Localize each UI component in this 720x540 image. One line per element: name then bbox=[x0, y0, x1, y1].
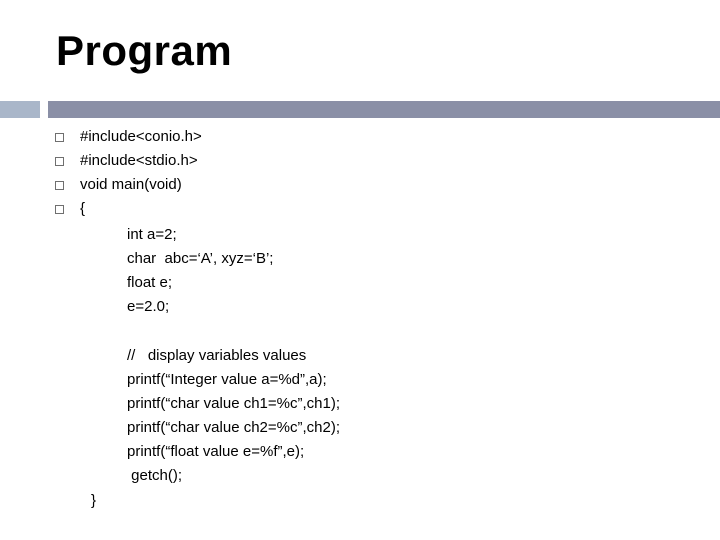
code-line: { bbox=[80, 200, 86, 217]
bullet-square-icon bbox=[55, 157, 64, 166]
code-line: #include<conio.h> bbox=[80, 128, 202, 145]
code-line: int a=2; bbox=[127, 226, 177, 243]
code-comment: // display variables values bbox=[127, 347, 307, 364]
code-line: printf(“char value ch1=%c”,ch1); bbox=[127, 395, 341, 412]
code-line: printf(“Integer value a=%d”,a); bbox=[127, 371, 327, 388]
bullet-square-icon bbox=[55, 181, 64, 190]
code-line: getch(); bbox=[127, 467, 183, 484]
code-line: e=2.0; bbox=[127, 298, 170, 315]
title-rule-left bbox=[0, 101, 40, 118]
code-line: char abc=‘A’, xyz=‘B’; bbox=[127, 250, 274, 267]
code-line: #include<stdio.h> bbox=[80, 152, 198, 169]
closing-brace: } bbox=[91, 492, 97, 509]
slide-title: Program bbox=[56, 27, 233, 74]
code-line: printf(“float value e=%f”,e); bbox=[127, 443, 305, 460]
code-line: float e; bbox=[127, 274, 173, 291]
code-line: void main(void) bbox=[80, 176, 182, 193]
bullet-square-icon bbox=[55, 133, 64, 142]
code-line: printf(“char value ch2=%c”,ch2); bbox=[127, 419, 341, 436]
bullet-square-icon bbox=[55, 205, 64, 214]
title-rule-right bbox=[48, 101, 720, 118]
